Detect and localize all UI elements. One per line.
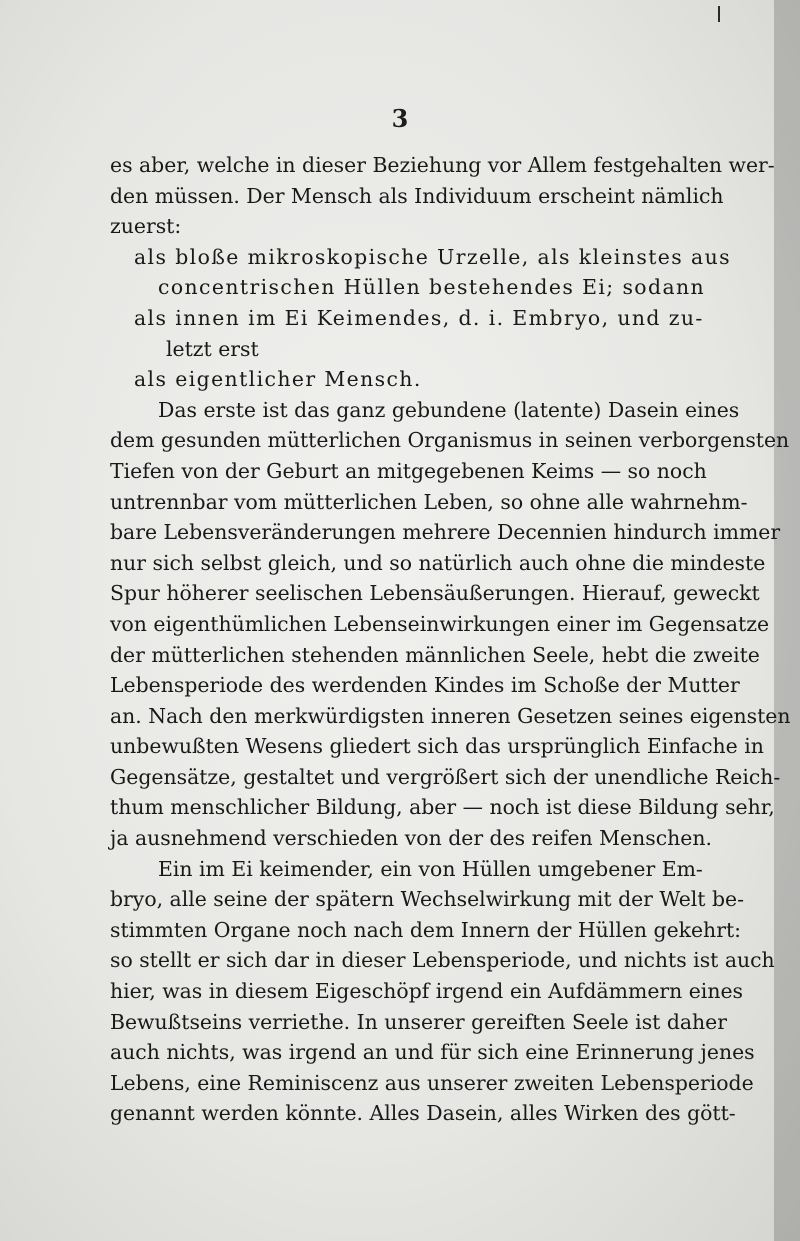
text-line: auch nichts, was irgend an und für sich eine Erinnerung jenes xyxy=(110,1040,755,1065)
text-line: so stellt er sich dar in dieser Lebensperiode, und nichts ist auch xyxy=(110,948,775,973)
text-line: als bloße mikroskopische Urzelle, als kleinstes aus xyxy=(134,244,731,269)
edge-mark xyxy=(718,6,720,22)
text-line: untrennbar vom mütterlichen Leben, so ohne alle wahrnehm- xyxy=(110,489,748,514)
text-line: nur sich selbst gleich, und so natürlich auch ohne die mindeste xyxy=(110,550,766,575)
text-line: der mütterlichen stehenden männlichen Seele, hebt die zweite xyxy=(110,642,760,667)
text-line: unbewußten Wesens gliedert sich das ursprünglich Einfache in xyxy=(110,734,764,759)
text-line: Ein im Ei keimender, ein von Hüllen umgebener Em- xyxy=(158,856,703,881)
text-line: ja ausnehmend verschieden von der des reifen Menschen. xyxy=(110,826,712,851)
page-edge-shadow xyxy=(774,0,800,1241)
text-line: dem gesunden mütterlichen Organismus in seinen verborgensten xyxy=(110,428,790,453)
text-line: Lebensperiode des werdenden Kindes im Schoße der Mutter xyxy=(110,673,740,698)
text-line: den müssen. Der Mensch als Individuum erscheint nämlich xyxy=(110,183,724,208)
text-line: Das erste ist das ganz gebundene (latente) Dasein eines xyxy=(158,397,740,422)
text-line: Gegensätze, gestaltet und vergrößert sich der unendliche Reich- xyxy=(110,764,781,789)
text-line: Lebens, eine Reminiscenz aus unserer zweiten Lebensperiode xyxy=(110,1070,754,1095)
text-line: stimmten Organe noch nach dem Innern der Hüllen gekehrt: xyxy=(110,917,742,942)
text-line: letzt erst xyxy=(166,336,259,361)
text-line: Tiefen von der Geburt an mitgegebenen Keims — so noch xyxy=(110,458,707,483)
text-line: bryo, alle seine der spätern Wechselwirkung mit der Welt be- xyxy=(110,887,744,912)
text-line: an. Nach den merkwürdigsten inneren Gesetzen seines eigensten xyxy=(110,703,791,728)
text-line: es aber, welche in dieser Beziehung vor Allem festgehalten wer- xyxy=(110,153,775,177)
text-line: hier, was in diesem Eigeschöpf irgend ein Aufdämmern eines xyxy=(110,979,743,1004)
text-line: Bewußtseins verriethe. In unserer gereiften Seele ist daher xyxy=(110,1009,727,1034)
text-line: bare Lebensveränderungen mehrere Decennien hindurch immer xyxy=(110,520,781,545)
text-line: Spur höherer seelischen Lebensäußerungen. Hierauf, geweckt xyxy=(110,581,760,606)
text-line: zuerst: xyxy=(110,214,182,239)
page-number: 3 xyxy=(391,104,409,133)
text-line: thum menschlicher Bildung, aber — noch ist diese Bildung sehr, xyxy=(110,795,775,820)
text-line: als eigentlicher Mensch. xyxy=(134,367,422,392)
text-line: von eigenthümlichen Lebenseinwirkungen einer im Gegensatze xyxy=(110,611,770,636)
text-line: als innen im Ei Keimendes, d. i. Embryo, und zu- xyxy=(134,305,704,330)
body-text xyxy=(110,150,791,1129)
text-line: concentrischen Hüllen bestehendes Ei; sodann xyxy=(158,275,706,300)
text-line: genannt werden könnte. Alles Dasein, alles Wirken des gött- xyxy=(110,1101,736,1126)
